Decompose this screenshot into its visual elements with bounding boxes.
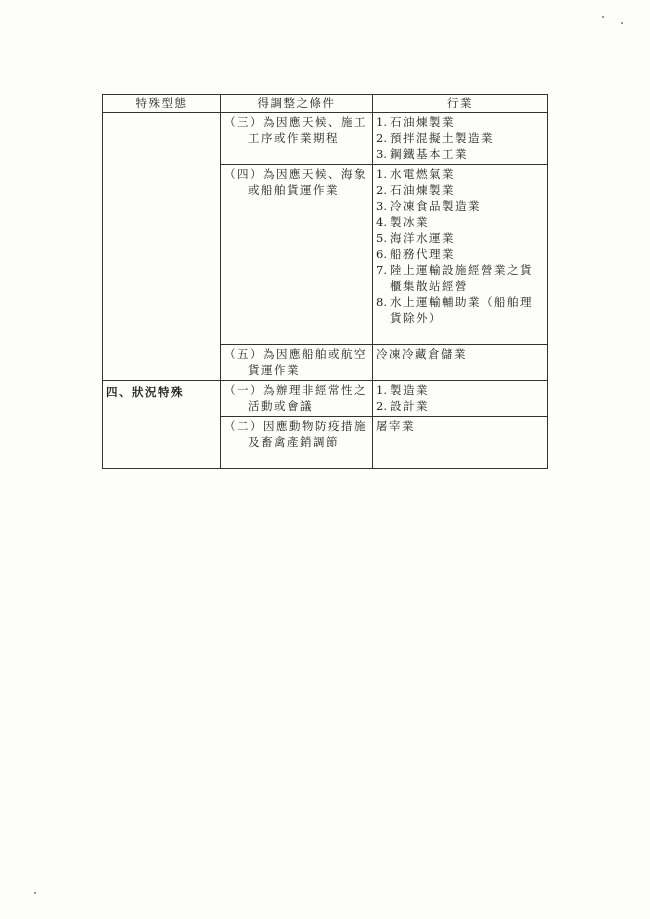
special-type-cell — [103, 113, 221, 381]
condition-cell — [221, 113, 373, 165]
condition-cell — [221, 417, 373, 469]
industry-item: 2. 設計業 — [376, 399, 429, 413]
scan-speck — [621, 22, 623, 24]
industry-item: 4. 製冰業 — [376, 215, 429, 229]
scan-speck — [602, 16, 604, 18]
industry-item: 3. 冷凍食品製造業 — [376, 199, 481, 213]
industry-item: 冷凍冷藏倉儲業 — [376, 347, 467, 361]
condition-cell — [221, 345, 373, 381]
condition-text: （三）為因應天候、施工工序或作業期程 — [224, 115, 367, 145]
industry-item: 3. 鋼鐵基本工業 — [376, 147, 468, 161]
industry-item: 7. 陸上運輸設施經營業之貨櫃集散站經營 — [376, 263, 533, 293]
condition-text: （一）為辦理非經常性之活動或會議 — [224, 383, 367, 413]
industry-item: 2. 預拌混擬土製造業 — [376, 131, 494, 145]
industry-cell — [373, 417, 548, 469]
industry-item: 2. 石油煉製業 — [376, 183, 455, 197]
condition-text: （二）因應動物防疫措施及畜禽產銷調節 — [224, 419, 367, 449]
table-row — [103, 113, 548, 165]
industry-cell — [373, 381, 548, 417]
industry-cell — [373, 345, 548, 381]
industry-item: 1. 製造業 — [376, 383, 429, 397]
header-industry: 行業 — [373, 95, 548, 113]
condition-cell — [221, 165, 373, 345]
condition-text: （四）為因應天候、海象或船舶貨運作業 — [224, 167, 367, 197]
industry-item: 1. 水電燃氣業 — [376, 167, 455, 181]
industry-item: 5. 海洋水運業 — [376, 231, 455, 245]
header-condition: 得調整之條件 — [221, 95, 373, 113]
header-row — [103, 95, 548, 113]
regulation-table — [102, 94, 548, 469]
industry-cell — [373, 165, 548, 345]
condition-text: （五）為因應船舶或航空貨運作業 — [224, 347, 367, 377]
industry-item: 屠宰業 — [376, 419, 415, 433]
industry-cell — [373, 113, 548, 165]
industry-item: 8. 水上運輸輔助業（船舶理貨除外） — [376, 295, 533, 325]
scan-speck — [34, 892, 36, 894]
header-special-type: 特殊型態 — [103, 95, 221, 113]
condition-cell — [221, 381, 373, 417]
table-row — [103, 381, 548, 417]
special-type-cell: 四、狀況特殊 — [103, 381, 221, 469]
industry-item: 1. 石油煉製業 — [376, 115, 455, 129]
industry-item: 6. 船務代理業 — [376, 247, 455, 261]
